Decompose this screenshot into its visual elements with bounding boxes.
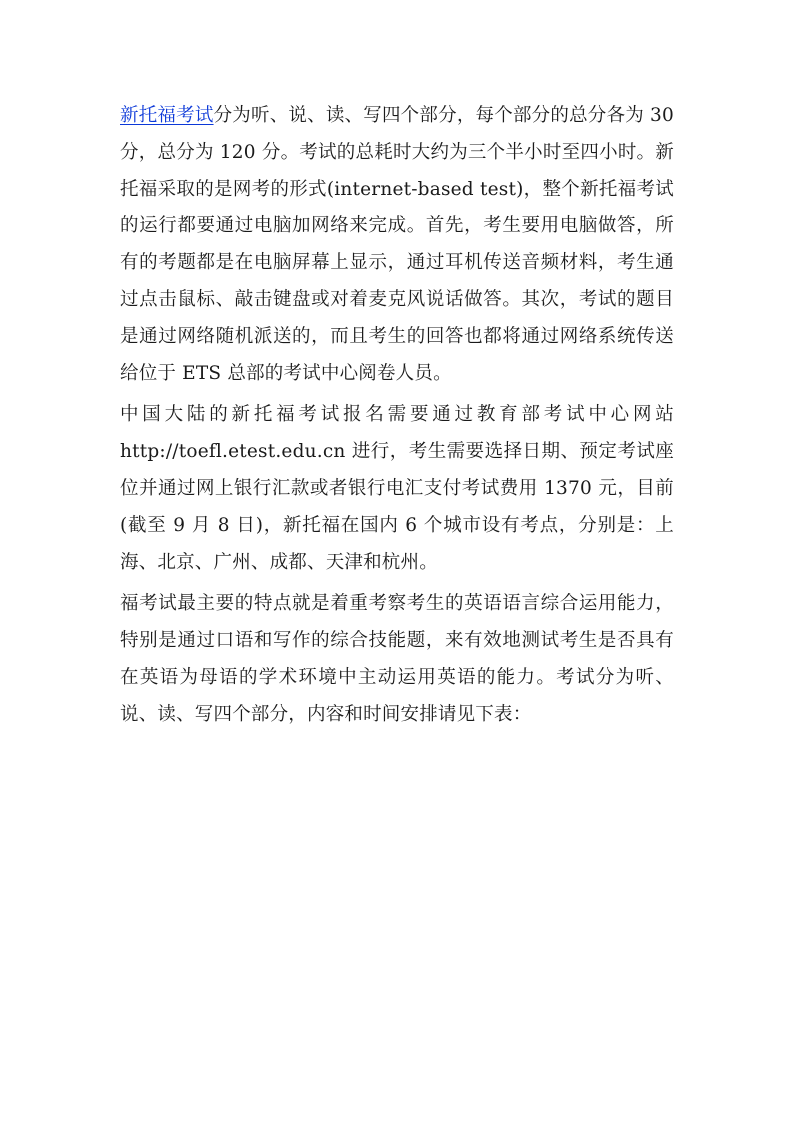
paragraph-test-overview bbox=[120, 98, 674, 392]
paragraph-features bbox=[120, 586, 674, 733]
toefl-link[interactable]: 新托福考试 bbox=[120, 105, 214, 126]
paragraph-features-text: 福考试最主要的特点就是着重考察考生的英语语言综合运用能力，特别是通过口语和写作的综合技能题，来有效地测试考生是否具有在英语为母语的学术环境中主动运用英语的能力。考试分为听、说、读、写四个部分，内容和时间安排请见下表： bbox=[120, 593, 674, 725]
paragraph-test-overview-text: 分为听、说、读、写四个部分，每个部分的总分各为 30 分，总分为 120 分。考试的总耗时大约为三个半小时至四小时。新托福采取的是网考的形式(internet-based test)，整个新托福考试的运行都要通过电脑加网络来完成。首先，考生要用电脑做答，所有的考题都是在电脑屏幕上显示，通过耳机传送音频材料，考生通过点击鼠标、敲击键盘或对着麦克风说话做答。其次，考试的题目是通过网络随机派送的，而且考生的回答也都将通过网络系统传送给位于 ETS 总部的考试中心阅卷人员。 bbox=[120, 105, 674, 384]
document-page bbox=[120, 98, 674, 739]
paragraph-registration-text: 中国大陆的新托福考试报名需要通过教育部考试中心网站 http://toefl.etest.edu.cn 进行，考生需要选择日期、预定考试座位并通过网上银行汇款或者银行电汇支付考试费用 1370 元，目前(截至 9 月 8 日)，新托福在国内 6 个城市设有考点，分别是：上海、北京、广州、成都、天津和杭州。 bbox=[120, 404, 674, 573]
paragraph-registration bbox=[120, 397, 674, 581]
